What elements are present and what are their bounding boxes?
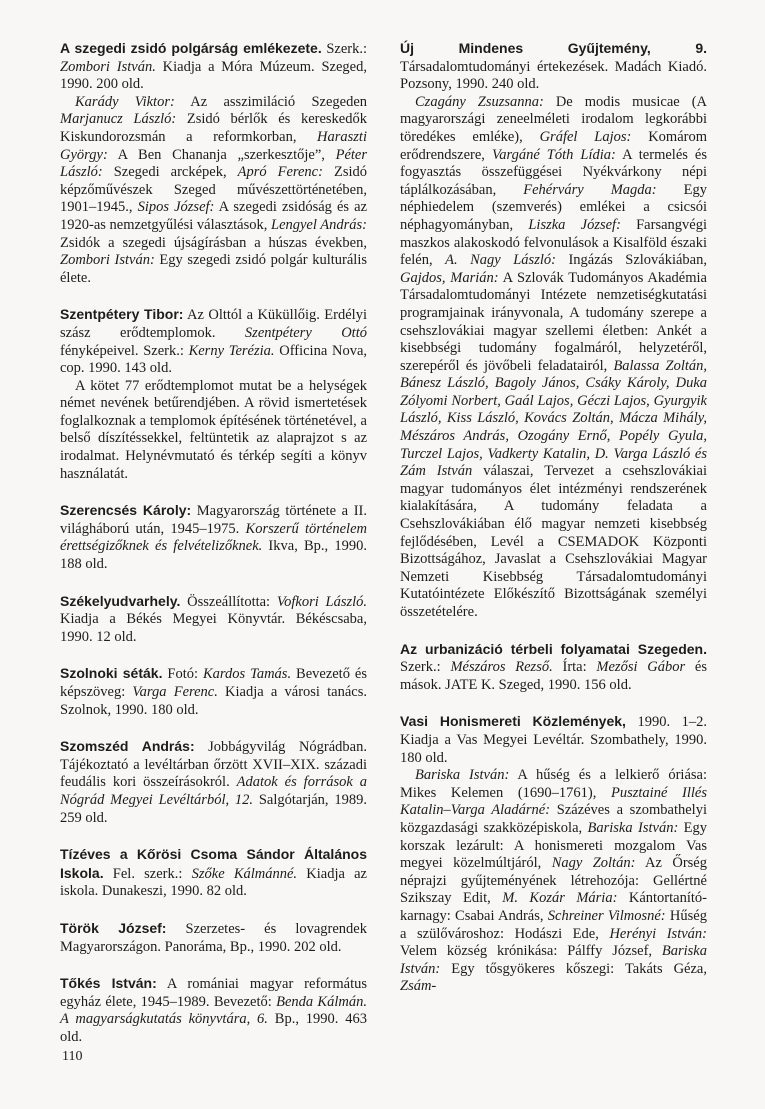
text-run: Összeállította: [180,593,277,610]
entry-heading: Tőkés István: [60,975,157,992]
italic-run: Péter László: [60,146,367,181]
bibliography-entry [400,713,707,996]
italic-run: Mészáros Rezső. [450,659,553,676]
entry-citation [60,502,367,573]
italic-run: Karády Viktor: [75,93,175,110]
italic-run: Mezősi Gábor [596,659,686,676]
entry-citation [60,846,367,901]
text-run: Bp., 1990. 463 old. [60,1011,368,1045]
entry-citation [60,306,367,377]
entry-citation [60,593,367,647]
italic-run: Zombori István: [60,252,155,269]
italic-run: Schreiner Vilmosné: [547,907,666,924]
entry-contents [400,94,707,622]
text-run: Egy korszak lezárult: A honismereti mozgalom Vas megyei közelmúltjáról, [400,819,708,872]
italic-run: Apró Ferenc: [237,164,323,181]
italic-run: Benda Kálmán. A magyarságkutatás könyvtára, 6. [60,993,367,1028]
entry-contents [60,94,367,288]
italic-run: Marjanucz László: [60,111,177,128]
entry-heading: Szentpétery Tibor: [60,306,184,323]
bibliography-entry [60,665,367,719]
entry-citation [400,713,707,767]
text-run: Társadalomtudományi értekezések. Madách Kiadó. Pozsony, 1990. 240 old. [400,58,707,93]
text-run: Zsidók a szegedi újságírásban a húszas években, [60,234,367,251]
text-run: Kiadja a Móra Múzeum. Szeged, 1990. 200 old. [60,58,367,93]
text-run: Velem község krónikása: Pálffy József, [400,943,662,960]
italic-run: Korszerű történelem érettségizőknek és felvételizőknek. [60,520,367,555]
bibliography-entry [400,40,707,622]
italic-run: Balassa Zoltán, Bánesz László, Bagoly János, Csáky Károly, Duka Zólyomi Norbert, Gaál Lajos, Géczi Lajos, Gyurgyik László, Kiss László, Kovács Zoltán, Mácza Mihály, Mészáros András, Ozogány Ernő, Popély Gyula, Turczel Lajos, Vadkerty Katalin, D. Varga László és Zám István [400,357,708,480]
italic-run: Bariska István: [415,767,510,784]
text-run: Írta: [552,659,597,676]
text-run: A szegedi zsidóság és az 1920-as nemzetgyűlési választások, [60,199,368,233]
italic-run: Bariska István: [587,819,679,836]
text-run: Hűség a szülővároshoz: Hodászi Ede, [400,907,707,942]
entry-citation [400,40,707,94]
entry-heading: Török József: [60,919,167,936]
text-run: Salgótarján, 1989. 259 old. [60,791,367,826]
text-run: Kántortanító-karnagy: Csabai András, [400,890,707,924]
entry-citation [60,920,367,956]
text-run: Ikva, Bp., 1990. 188 old. [60,538,367,573]
bibliography-entry [60,306,367,483]
text-run: Szegedi arcképek, [102,164,238,181]
entry-heading: Szomszéd András: [60,738,195,755]
entry-citation [400,641,707,695]
text-run: Egy tősgyökeres kőszegi: Takáts Géza, [440,960,707,977]
text-run: Fotó: [162,666,203,683]
text-run: A Ben Chananja „szerkesztője”, [107,146,336,163]
text-run: Bevezető és képszöveg: [60,666,367,700]
text-run: Kiadja a Békés Megyei Könyvtár. Békéscsaba, 1990. 12 old. [60,611,367,645]
text-run: A kötet 77 erődtemplomot mutat be a helységek német nevének betűrendjében. A rövid ismertetések foglalkoznak a templomok építésének történetével, a belső díszítéssekkel, feltüntetik az alaprajzot s az irodalmat. Helynévmutató és térkép segíti a könyv használatát. [60,377,367,482]
italic-run: Pusztainé Illés Katalin–Varga Aladárné: [400,784,707,819]
text-run: Szerk.: [321,41,367,57]
entry-contents [400,767,707,996]
right-column [400,40,707,996]
text-run: Egy szegedi zsidó polgár kulturális élete. [60,252,367,286]
bibliography-entry [60,975,367,1046]
entry-citation [60,975,367,1046]
entry-heading: Szerencsés Károly: [60,502,192,519]
italic-run: Szentpétery Ottó [244,324,367,341]
text-run: Kiadja a városi tanács. Szolnok, 1990. 180 old. [60,684,367,718]
text-run: Egy néphiedelem (szemverés) emlékei a csicsói néphagyományban, [400,181,708,233]
text-run: A hűség és a lelkierő óriása: Mikes Kelemen (1690–1761), [400,767,707,801]
text-run: Az Őrség néprajzi gyűjteményének létrehozója: Gellértné Szikszay Edit, [400,855,707,907]
entry-heading: Tízéves a Kőrösi Csoma Sándor Általános Iskola. [60,846,367,881]
text-run: A romániai magyar református egyház élete, 1945–1989. Bevezető: [60,976,367,1010]
text-run: Zsidó képzőművészek Szeged művészettörténetében, 1901–1945., [60,164,367,216]
italic-run: Zombori István. [60,58,156,75]
italic-run: Lengyel András: [271,216,367,233]
italic-run: Gajdos, Marián: [400,269,499,286]
bibliography-entry [400,641,707,695]
entry-citation [60,40,367,94]
text-run: Farsangvégi maszkos alakoskodó felvonulások a Kisalföld északi felén, [400,216,707,269]
entry-citation [60,665,367,719]
text-run: és mások. JATE K. Szeged, 1990. 156 old. [400,659,707,693]
bibliography-entry [60,40,367,287]
italic-run: Liszka József: [528,216,621,233]
italic-run: Szőke Kálmánné. [191,865,298,882]
bibliography-entry [60,502,367,573]
italic-run: Nagy Zoltán: [551,855,636,872]
text-run: Fel. szerk.: [103,865,192,882]
italic-run: Czagány Zsuzsanna: [415,93,544,110]
italic-run: Herényi István: [609,925,707,942]
italic-run: Varga Ferenc. [132,684,218,700]
text-run: A Szlovák Tudományos Akadémia Társadalomtudományi Intézete nemzetiségkutatási programjainak irányvonala, A tudomány szerepe a csehszlovákiai magyar szellemi életben: Ankét a kisebbségi tudomány fogalmáról, helyzetéről, szerepéről és jövőbeli feladatairól, [400,269,707,374]
entry-heading: Székelyudvarhely. [60,592,181,609]
italic-run: Fehérváry Magda: [523,181,657,198]
entry-citation [60,738,367,827]
bibliography-entry [60,920,367,956]
text-run: Szerzetes- és lovagrendek Magyarországon. Panoráma, Bp., 1990. 202 old. [60,920,367,955]
entry-heading: Új Mindenes Gyűjtemény, 9. [400,40,707,56]
italic-run: Bariska István: [400,943,707,977]
text-run: 1990. 1–2. Kiadja a Vas Megyei Levéltár. Szombathely, 1990. 180 old. [400,714,707,766]
italic-run: Vargáné Tóth Lídia: [491,146,616,163]
text-run: Officina Nova, cop. 1990. 143 old. [60,342,367,377]
text-run: Jobbágyvilág Nógrádban. Tájékoztató a levéltárban őrzött XVII–XIX. századi feudális kori összeírásokról. [60,739,367,791]
entry-heading: Vasi Honismereti Közlemények, [400,713,626,730]
italic-run: A. Nagy László: [445,252,556,269]
entry-contents [60,378,367,484]
text-run: Magyarország története a II. világháború után, 1945–1975. [60,503,367,537]
italic-run: Zsám- [400,978,437,995]
text-run: A termelés és fogyasztás összefüggései Nyékvárkony népi táplálkozásában, [400,146,707,198]
entry-heading: A szegedi zsidó polgárság emlékezete. [60,40,322,56]
text-run: Kiadja az iskola. Dunakeszi, 1990. 82 old. [60,865,367,900]
text-run: Zsidó bérlők és kereskedők Kiskundorozsmán a reformkorban, [60,111,367,145]
text-run: Százéves a szombathelyi közgazdasági szakközépiskola, [400,802,707,836]
text-run: Ingázás Szlovákiában, [555,252,707,269]
text-run: Szerk.: [400,659,451,676]
entry-heading: Szolnoki séták. [60,665,163,682]
bibliography-entry [60,738,367,827]
italic-run: Sipos József: [137,199,215,216]
bibliography-entry [60,593,367,647]
text-run: Az asszimiláció Szegeden [174,93,368,110]
italic-run: Gráfel Lajos: [539,128,632,145]
page-number: 110 [62,1049,83,1064]
text-run: válaszai, Tervezet a csehszlovákiai magyar tudományos élet intézményi rendszerének kialakítására, A tudomány feladata a Csehszlovákiában élő magyar nemzeti kisebbség fejlődésében, Levél a CSEMADOK Központi Bizottságához, Javaslat a Csehszlovákiai Magyar Nemzeti Kisebbség Társadalomtudományi Kutatóintézete Előkészítő Bizottságának személyi összetételére. [400,463,707,620]
entry-heading: Az urbanizáció térbeli folyamatai Szegeden. [400,640,707,657]
italic-run: Vofkori László. [276,593,368,610]
text-run: Komárom erődrendszere, [400,128,707,163]
italic-run: Kardos Tamás. [202,666,292,683]
text-run: De modis musicae (A magyarországi zeneelméleti irodalom legkorábbi töredékes emléke), [400,93,707,145]
italic-run: Haraszti György: [60,128,367,163]
bibliography-entry [60,846,367,901]
italic-run: Adatok és források a Nógrád Megyei Levéltárból, 12. [60,774,367,808]
text-run: Az Olttól a Küküllőig. Erdélyi szász erődtemplomok. [60,307,367,341]
italic-run: Kerny Terézia. [188,342,275,359]
left-column [60,40,367,1047]
text-run: fényképeivel. Szerk.: [60,342,189,359]
italic-run: M. Kozár Mária: [502,890,618,907]
